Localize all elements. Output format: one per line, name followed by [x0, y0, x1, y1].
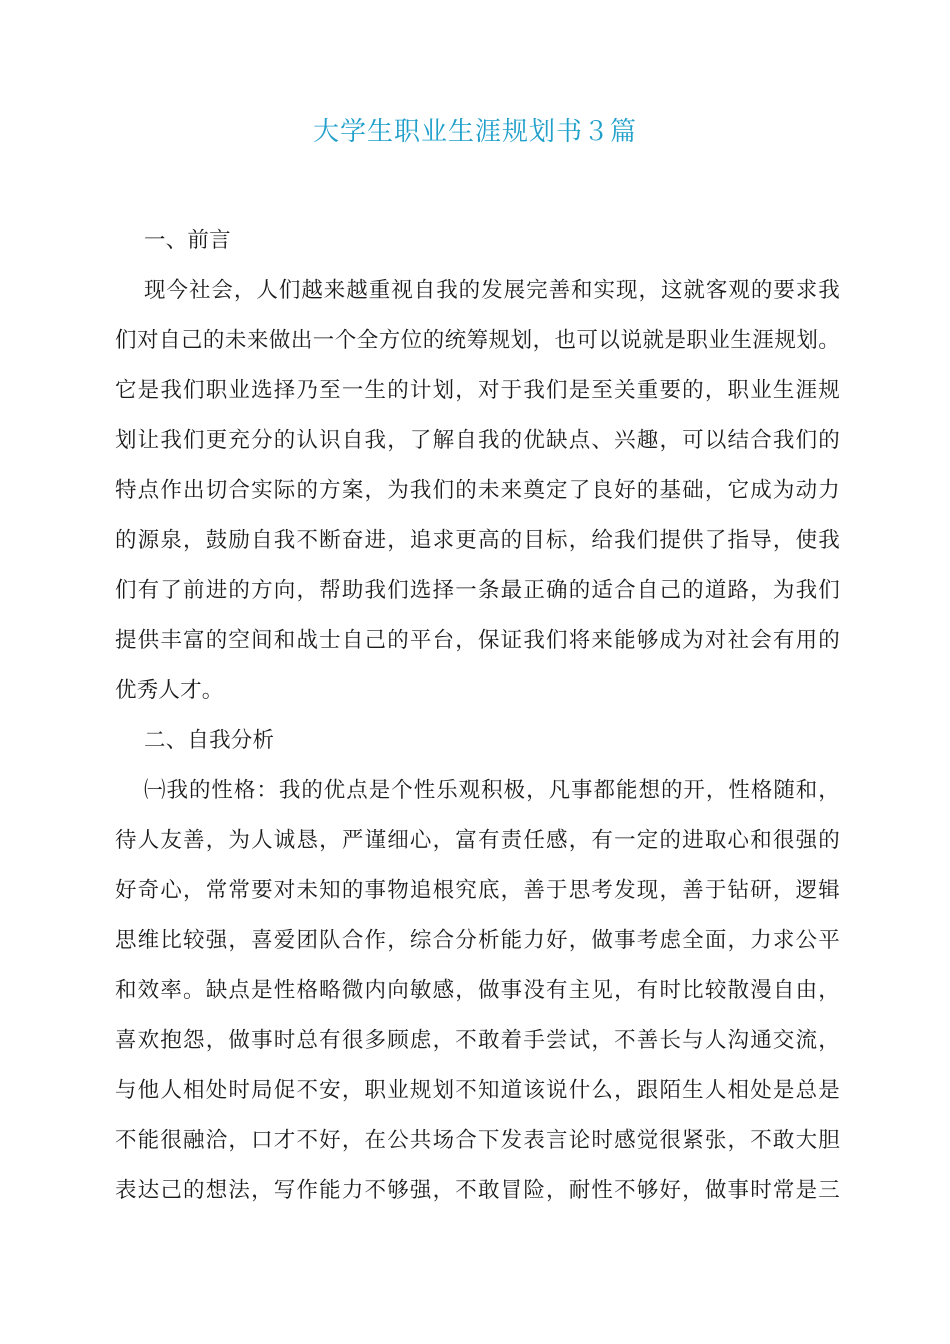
paragraph-line: 待人友善，为人诚恳，严谨细心，富有责任感，有一定的进取心和很强的 [115, 828, 840, 853]
paragraph-line: 好奇心，常常要对未知的事物追根究底，善于思考发现，善于钻研，逻辑 [115, 878, 840, 903]
paragraph-line: 的源泉，鼓励自我不断奋进，追求更高的目标，给我们提供了指导，使我 [115, 528, 840, 553]
document-body [115, 216, 840, 1216]
paragraph-line: 和效率。缺点是性格略微内向敏感，做事没有主见，有时比较散漫自由， [115, 978, 840, 1003]
paragraph-line: 现今社会，人们越来越重视自我的发展完善和实现，这就客观的要求我 [144, 278, 840, 303]
paragraph-line: 提供丰富的空间和战士自己的平台，保证我们将来能够成为对社会有用的 [115, 628, 840, 653]
section-heading-preface: 一、前言 [144, 228, 231, 253]
paragraph-line: 特点作出切合实际的方案，为我们的未来奠定了良好的基础，它成为动力 [115, 478, 840, 503]
paragraph-line: 优秀人才。 [115, 678, 224, 703]
paragraph-line: 与他人相处时局促不安，职业规划不知道该说什么，跟陌生人相处是总是 [115, 1078, 840, 1103]
paragraph-line: 们有了前进的方向，帮助我们选择一条最正确的适合自己的道路，为我们 [115, 578, 840, 603]
document-title: 大学生职业生涯规划书３篇 [312, 117, 637, 147]
paragraph-line: 表达己的想法，写作能力不够强，不敢冒险，耐性不够好，做事时常是三 [115, 1178, 840, 1203]
paragraph-line: 思维比较强，喜爱团队合作，综合分析能力好，做事考虑全面，力求公平 [115, 928, 840, 953]
paragraph-line: 们对自己的未来做出一个全方位的统筹规划，也可以说就是职业生涯规划。 [115, 328, 840, 353]
paragraph-line: 划让我们更充分的认识自我，了解自我的优缺点、兴趣，可以结合我们的 [115, 428, 840, 453]
section-heading-self-analysis: 二、自我分析 [144, 728, 275, 753]
paragraph-line: 不能很融洽，口才不好，在公共场合下发表言论时感觉很紧张，不敢大胆 [115, 1128, 840, 1153]
paragraph-line: ㈠我的性格：我的优点是个性乐观积极，凡事都能想的开，性格随和， [144, 778, 840, 803]
paragraph-line: 喜欢抱怨，做事时总有很多顾虑，不敢着手尝试，不善长与人沟通交流， [115, 1028, 840, 1053]
paragraph-line: 它是我们职业选择乃至一生的计划，对于我们是至关重要的，职业生涯规 [115, 378, 840, 403]
